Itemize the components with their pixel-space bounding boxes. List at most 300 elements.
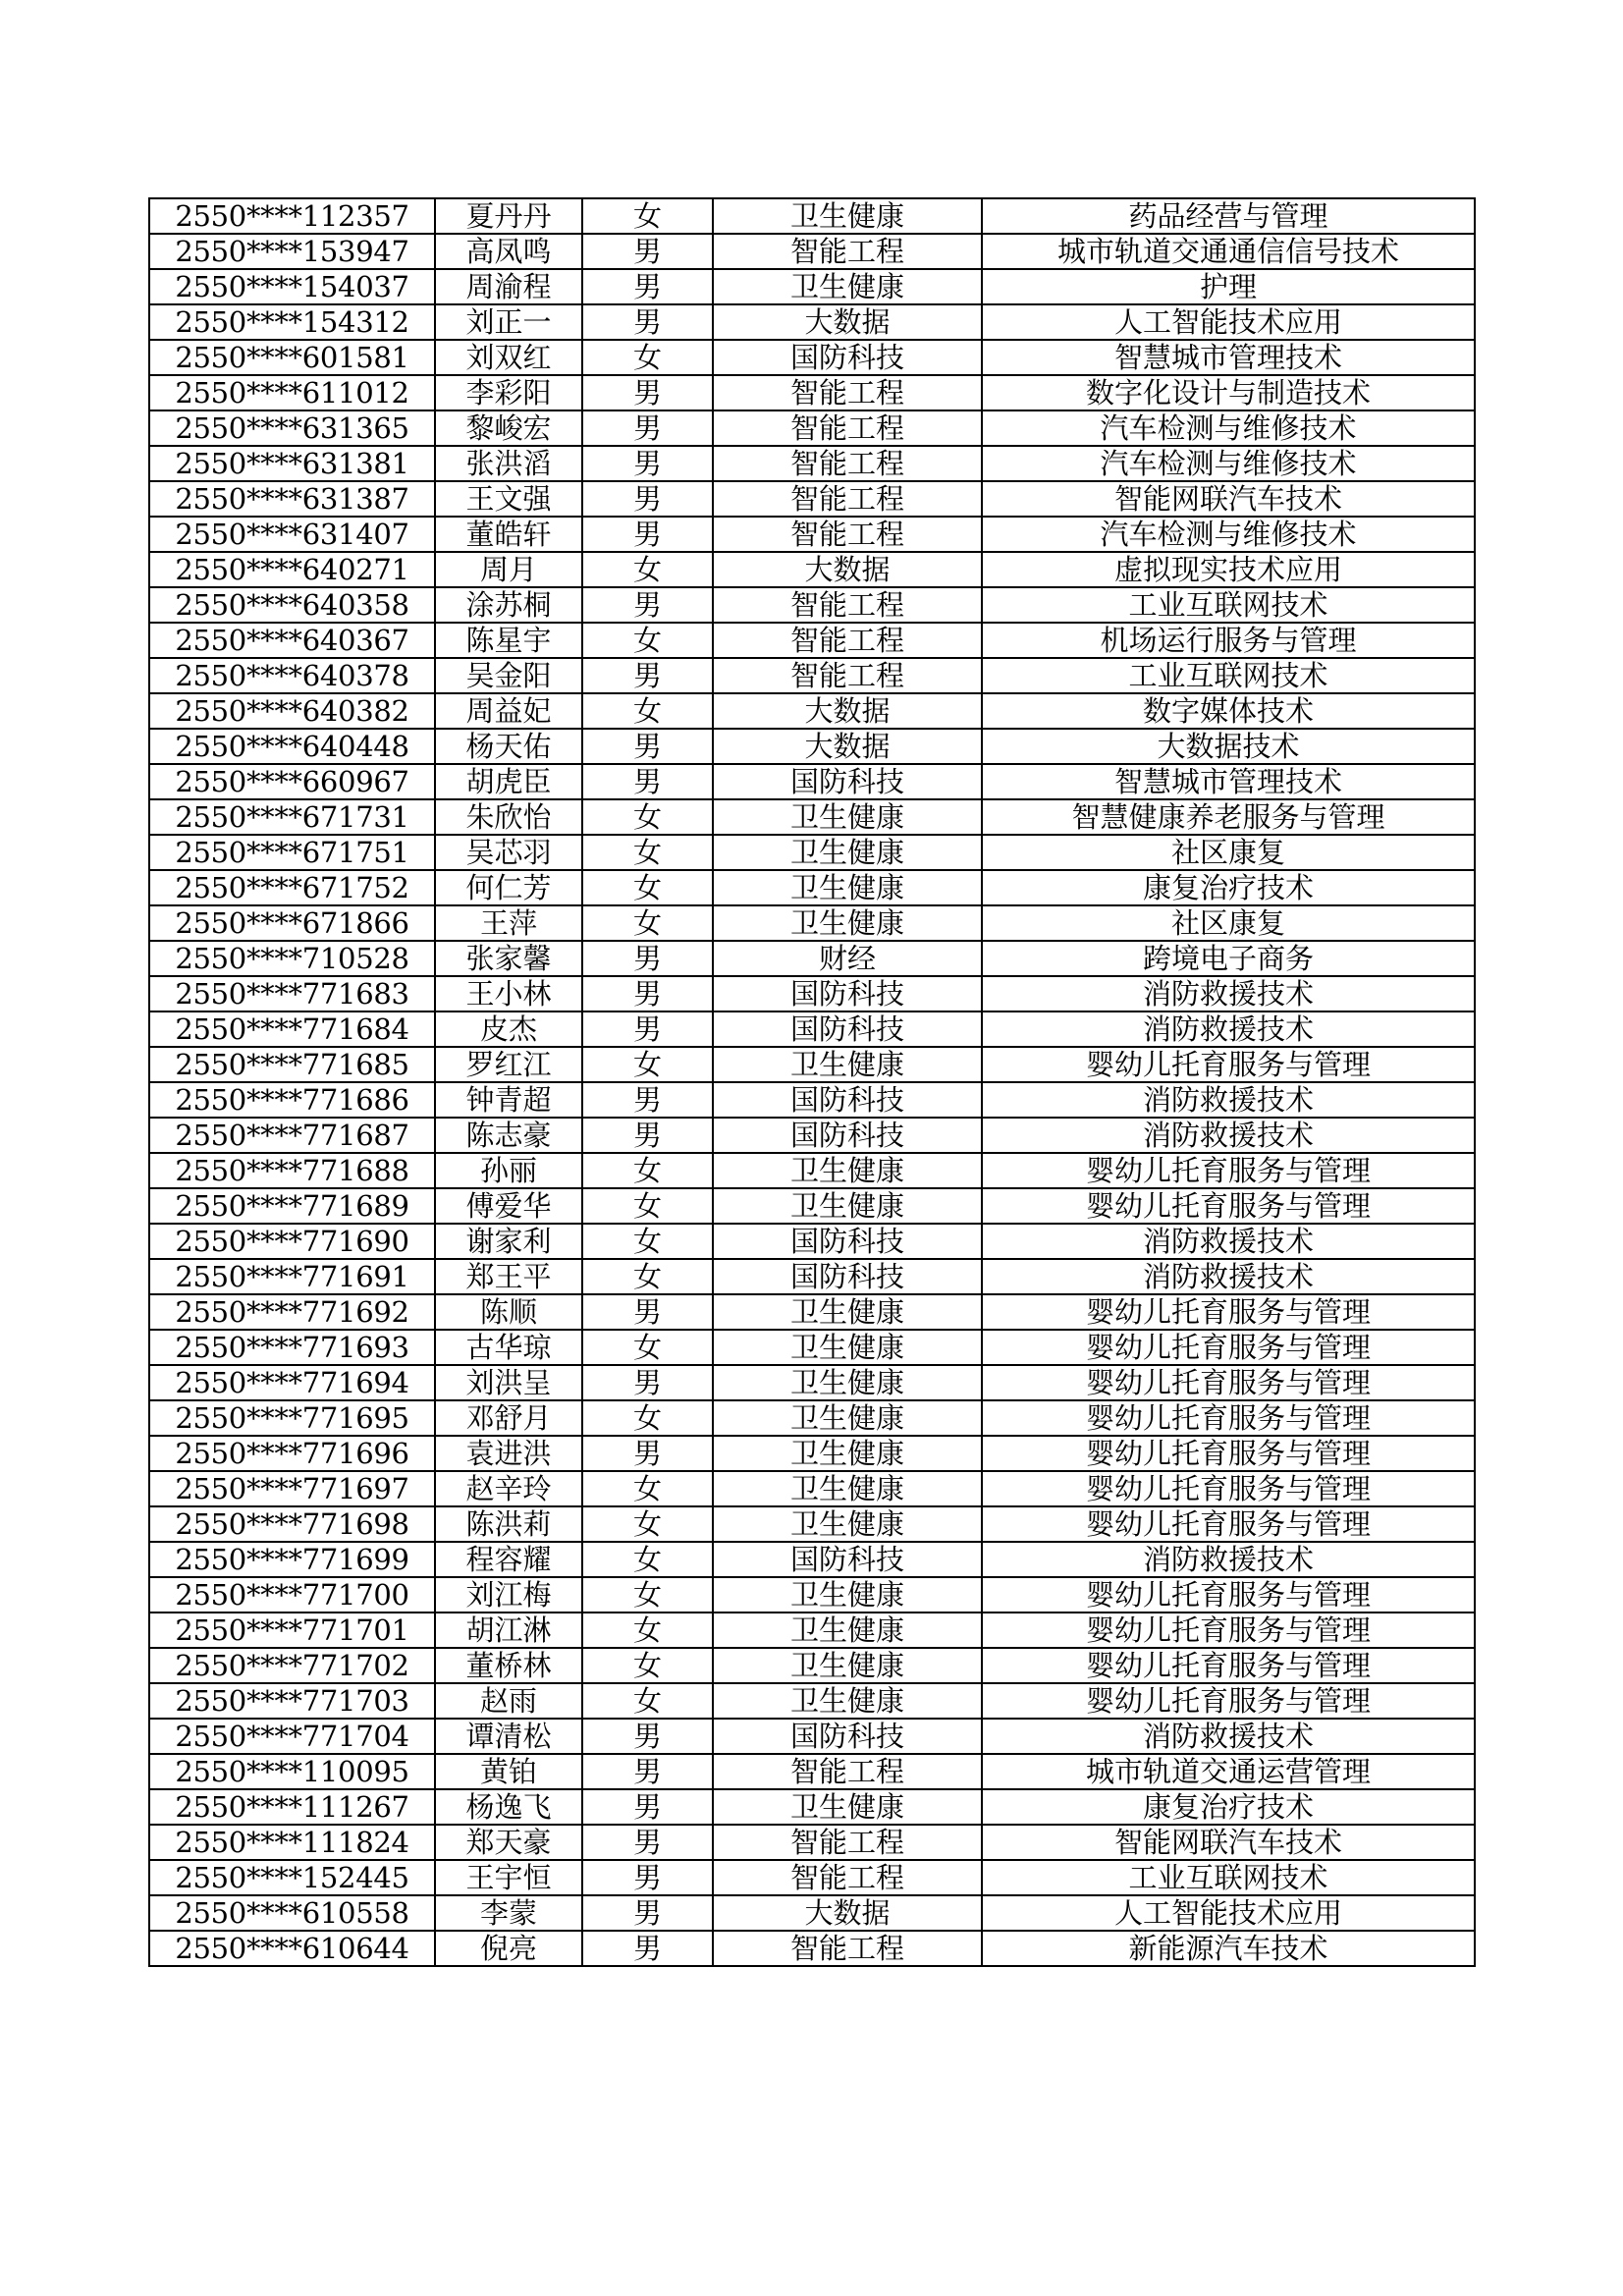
gender-cell: 男 [582, 410, 713, 446]
student-id-cell: 2550****671751 [149, 835, 435, 870]
table-row [149, 941, 1475, 976]
department-cell: 卫生健康 [713, 1330, 982, 1365]
table-row [149, 1188, 1475, 1224]
major-cell: 药品经营与管理 [982, 198, 1475, 234]
student-id-cell: 2550****771702 [149, 1648, 435, 1683]
table-row [149, 1931, 1475, 1966]
department-cell: 智能工程 [713, 481, 982, 517]
student-id-cell: 2550****771704 [149, 1719, 435, 1754]
student-id-cell: 2550****660967 [149, 764, 435, 799]
student-id-cell: 2550****771687 [149, 1118, 435, 1153]
student-name-cell: 邓舒月 [435, 1400, 582, 1436]
department-cell: 卫生健康 [713, 198, 982, 234]
table-row [149, 1153, 1475, 1188]
student-name-cell: 赵辛玲 [435, 1471, 582, 1506]
department-cell: 智能工程 [713, 1931, 982, 1966]
student-name-cell: 郑王平 [435, 1259, 582, 1294]
gender-cell: 女 [582, 1506, 713, 1542]
table-row [149, 1294, 1475, 1330]
gender-cell: 女 [582, 1224, 713, 1259]
table-row [149, 517, 1475, 552]
major-cell: 汽车检测与维修技术 [982, 410, 1475, 446]
gender-cell: 男 [582, 234, 713, 269]
gender-cell: 男 [582, 1118, 713, 1153]
department-cell: 卫生健康 [713, 1047, 982, 1082]
student-name-cell: 李彩阳 [435, 375, 582, 410]
student-roster-table [148, 197, 1476, 1967]
gender-cell: 男 [582, 446, 713, 481]
department-cell: 卫生健康 [713, 1436, 982, 1471]
student-id-cell: 2550****710528 [149, 941, 435, 976]
gender-cell: 女 [582, 552, 713, 587]
table-row [149, 1895, 1475, 1931]
student-name-cell: 刘洪呈 [435, 1365, 582, 1400]
major-cell: 婴幼儿托育服务与管理 [982, 1365, 1475, 1400]
student-id-cell: 2550****640378 [149, 658, 435, 693]
gender-cell: 男 [582, 481, 713, 517]
student-name-cell: 钟青超 [435, 1082, 582, 1118]
department-cell: 智能工程 [713, 623, 982, 658]
table-row [149, 446, 1475, 481]
student-name-cell: 刘正一 [435, 304, 582, 340]
gender-cell: 男 [582, 1895, 713, 1931]
table-row [149, 1613, 1475, 1648]
department-cell: 大数据 [713, 552, 982, 587]
gender-cell: 女 [582, 693, 713, 729]
gender-cell: 男 [582, 517, 713, 552]
student-id-cell: 2550****611012 [149, 375, 435, 410]
student-id-cell: 2550****610558 [149, 1895, 435, 1931]
student-name-cell: 谢家利 [435, 1224, 582, 1259]
table-row [149, 1365, 1475, 1400]
department-cell: 大数据 [713, 729, 982, 764]
student-id-cell: 2550****771692 [149, 1294, 435, 1330]
department-cell: 智能工程 [713, 446, 982, 481]
student-id-cell: 2550****771696 [149, 1436, 435, 1471]
major-cell: 康复治疗技术 [982, 870, 1475, 905]
major-cell: 婴幼儿托育服务与管理 [982, 1506, 1475, 1542]
major-cell: 虚拟现实技术应用 [982, 552, 1475, 587]
department-cell: 智能工程 [713, 1825, 982, 1860]
gender-cell: 男 [582, 658, 713, 693]
student-id-cell: 2550****771695 [149, 1400, 435, 1436]
student-id-cell: 2550****154037 [149, 269, 435, 304]
major-cell: 智慧城市管理技术 [982, 340, 1475, 375]
department-cell: 卫生健康 [713, 835, 982, 870]
gender-cell: 女 [582, 623, 713, 658]
gender-cell: 女 [582, 1330, 713, 1365]
gender-cell: 女 [582, 1259, 713, 1294]
table-row [149, 1471, 1475, 1506]
student-name-cell: 夏丹丹 [435, 198, 582, 234]
table-row [149, 234, 1475, 269]
major-cell: 康复治疗技术 [982, 1789, 1475, 1825]
department-cell: 卫生健康 [713, 905, 982, 941]
department-cell: 国防科技 [713, 1118, 982, 1153]
table-row [149, 1259, 1475, 1294]
gender-cell: 男 [582, 941, 713, 976]
department-cell: 卫生健康 [713, 1577, 982, 1613]
department-cell: 智能工程 [713, 375, 982, 410]
table-row [149, 1719, 1475, 1754]
department-cell: 卫生健康 [713, 1683, 982, 1719]
major-cell: 护理 [982, 269, 1475, 304]
table-row [149, 1860, 1475, 1895]
department-cell: 卫生健康 [713, 1400, 982, 1436]
student-name-cell: 高凤鸣 [435, 234, 582, 269]
gender-cell: 男 [582, 587, 713, 623]
major-cell: 人工智能技术应用 [982, 1895, 1475, 1931]
student-name-cell: 倪亮 [435, 1931, 582, 1966]
student-name-cell: 刘江梅 [435, 1577, 582, 1613]
department-cell: 卫生健康 [713, 1294, 982, 1330]
table-row [149, 340, 1475, 375]
department-cell: 卫生健康 [713, 1365, 982, 1400]
student-name-cell: 王萍 [435, 905, 582, 941]
major-cell: 消防救援技术 [982, 1542, 1475, 1577]
major-cell: 婴幼儿托育服务与管理 [982, 1294, 1475, 1330]
major-cell: 跨境电子商务 [982, 941, 1475, 976]
student-name-cell: 杨逸飞 [435, 1789, 582, 1825]
table-row [149, 587, 1475, 623]
gender-cell: 女 [582, 1683, 713, 1719]
department-cell: 国防科技 [713, 764, 982, 799]
student-name-cell: 黎峻宏 [435, 410, 582, 446]
student-name-cell: 周月 [435, 552, 582, 587]
table-row [149, 198, 1475, 234]
major-cell: 汽车检测与维修技术 [982, 517, 1475, 552]
student-id-cell: 2550****631387 [149, 481, 435, 517]
table-row [149, 658, 1475, 693]
department-cell: 大数据 [713, 693, 982, 729]
table-row [149, 1047, 1475, 1082]
student-name-cell: 李蒙 [435, 1895, 582, 1931]
gender-cell: 男 [582, 729, 713, 764]
major-cell: 婴幼儿托育服务与管理 [982, 1683, 1475, 1719]
student-name-cell: 吴金阳 [435, 658, 582, 693]
department-cell: 卫生健康 [713, 1188, 982, 1224]
major-cell: 社区康复 [982, 835, 1475, 870]
gender-cell: 男 [582, 304, 713, 340]
gender-cell: 女 [582, 799, 713, 835]
major-cell: 数字化设计与制造技术 [982, 375, 1475, 410]
gender-cell: 男 [582, 976, 713, 1011]
student-id-cell: 2550****111824 [149, 1825, 435, 1860]
table-row [149, 835, 1475, 870]
student-id-cell: 2550****640382 [149, 693, 435, 729]
department-cell: 卫生健康 [713, 1789, 982, 1825]
major-cell: 工业互联网技术 [982, 1860, 1475, 1895]
table-row [149, 481, 1475, 517]
gender-cell: 女 [582, 1153, 713, 1188]
department-cell: 国防科技 [713, 1719, 982, 1754]
student-id-cell: 2550****771690 [149, 1224, 435, 1259]
roster-body [149, 198, 1475, 1966]
major-cell: 消防救援技术 [982, 1082, 1475, 1118]
department-cell: 智能工程 [713, 1860, 982, 1895]
gender-cell: 女 [582, 1613, 713, 1648]
department-cell: 国防科技 [713, 1259, 982, 1294]
student-id-cell: 2550****771686 [149, 1082, 435, 1118]
gender-cell: 男 [582, 269, 713, 304]
gender-cell: 男 [582, 1011, 713, 1047]
student-name-cell: 陈星宇 [435, 623, 582, 658]
department-cell: 卫生健康 [713, 1471, 982, 1506]
student-name-cell: 陈志豪 [435, 1118, 582, 1153]
department-cell: 智能工程 [713, 1754, 982, 1789]
student-name-cell: 朱欣怡 [435, 799, 582, 835]
student-id-cell: 2550****111267 [149, 1789, 435, 1825]
table-row [149, 375, 1475, 410]
gender-cell: 女 [582, 1400, 713, 1436]
student-name-cell: 刘双红 [435, 340, 582, 375]
student-id-cell: 2550****771689 [149, 1188, 435, 1224]
student-name-cell: 袁进洪 [435, 1436, 582, 1471]
table-row [149, 1118, 1475, 1153]
gender-cell: 女 [582, 1471, 713, 1506]
gender-cell: 男 [582, 1365, 713, 1400]
department-cell: 国防科技 [713, 976, 982, 1011]
gender-cell: 男 [582, 1294, 713, 1330]
major-cell: 消防救援技术 [982, 1011, 1475, 1047]
major-cell: 新能源汽车技术 [982, 1931, 1475, 1966]
table-row [149, 870, 1475, 905]
student-id-cell: 2550****640448 [149, 729, 435, 764]
major-cell: 社区康复 [982, 905, 1475, 941]
major-cell: 消防救援技术 [982, 1118, 1475, 1153]
student-name-cell: 胡虎臣 [435, 764, 582, 799]
student-name-cell: 程容耀 [435, 1542, 582, 1577]
student-name-cell: 张家馨 [435, 941, 582, 976]
student-id-cell: 2550****771697 [149, 1471, 435, 1506]
department-cell: 国防科技 [713, 1011, 982, 1047]
table-row [149, 1683, 1475, 1719]
major-cell: 婴幼儿托育服务与管理 [982, 1153, 1475, 1188]
table-row [149, 410, 1475, 446]
gender-cell: 男 [582, 1754, 713, 1789]
student-id-cell: 2550****152445 [149, 1860, 435, 1895]
student-id-cell: 2550****771694 [149, 1365, 435, 1400]
student-name-cell: 张洪滔 [435, 446, 582, 481]
student-id-cell: 2550****771684 [149, 1011, 435, 1047]
gender-cell: 男 [582, 1436, 713, 1471]
table-row [149, 1825, 1475, 1860]
student-name-cell: 孙丽 [435, 1153, 582, 1188]
student-id-cell: 2550****671731 [149, 799, 435, 835]
student-name-cell: 谭清松 [435, 1719, 582, 1754]
department-cell: 智能工程 [713, 234, 982, 269]
student-name-cell: 陈洪莉 [435, 1506, 582, 1542]
gender-cell: 女 [582, 1188, 713, 1224]
gender-cell: 男 [582, 1825, 713, 1860]
major-cell: 消防救援技术 [982, 1259, 1475, 1294]
major-cell: 婴幼儿托育服务与管理 [982, 1330, 1475, 1365]
student-name-cell: 王宇恒 [435, 1860, 582, 1895]
major-cell: 婴幼儿托育服务与管理 [982, 1400, 1475, 1436]
major-cell: 工业互联网技术 [982, 587, 1475, 623]
table-row [149, 1506, 1475, 1542]
major-cell: 婴幼儿托育服务与管理 [982, 1648, 1475, 1683]
student-id-cell: 2550****110095 [149, 1754, 435, 1789]
table-row [149, 1789, 1475, 1825]
student-id-cell: 2550****771683 [149, 976, 435, 1011]
student-id-cell: 2550****771701 [149, 1613, 435, 1648]
major-cell: 婴幼儿托育服务与管理 [982, 1047, 1475, 1082]
gender-cell: 女 [582, 1542, 713, 1577]
table-row [149, 623, 1475, 658]
student-id-cell: 2550****640358 [149, 587, 435, 623]
department-cell: 大数据 [713, 304, 982, 340]
department-cell: 卫生健康 [713, 269, 982, 304]
major-cell: 消防救援技术 [982, 1224, 1475, 1259]
student-name-cell: 何仁芳 [435, 870, 582, 905]
table-row [149, 764, 1475, 799]
student-name-cell: 赵雨 [435, 1683, 582, 1719]
department-cell: 大数据 [713, 1895, 982, 1931]
table-row [149, 693, 1475, 729]
gender-cell: 男 [582, 375, 713, 410]
gender-cell: 男 [582, 1719, 713, 1754]
gender-cell: 女 [582, 1047, 713, 1082]
gender-cell: 女 [582, 905, 713, 941]
student-name-cell: 陈顺 [435, 1294, 582, 1330]
student-name-cell: 胡江淋 [435, 1613, 582, 1648]
department-cell: 卫生健康 [713, 1153, 982, 1188]
table-row [149, 1577, 1475, 1613]
student-name-cell: 董桥林 [435, 1648, 582, 1683]
table-row [149, 1011, 1475, 1047]
student-name-cell: 吴芯羽 [435, 835, 582, 870]
gender-cell: 男 [582, 764, 713, 799]
student-id-cell: 2550****771698 [149, 1506, 435, 1542]
student-name-cell: 郑天豪 [435, 1825, 582, 1860]
student-id-cell: 2550****771691 [149, 1259, 435, 1294]
major-cell: 城市轨道交通通信信号技术 [982, 234, 1475, 269]
student-id-cell: 2550****610644 [149, 1931, 435, 1966]
major-cell: 婴幼儿托育服务与管理 [982, 1577, 1475, 1613]
student-id-cell: 2550****671752 [149, 870, 435, 905]
department-cell: 国防科技 [713, 1224, 982, 1259]
student-name-cell: 皮杰 [435, 1011, 582, 1047]
gender-cell: 男 [582, 1931, 713, 1966]
table-row [149, 729, 1475, 764]
gender-cell: 女 [582, 1648, 713, 1683]
department-cell: 国防科技 [713, 1082, 982, 1118]
student-id-cell: 2550****631365 [149, 410, 435, 446]
table-row [149, 1400, 1475, 1436]
student-id-cell: 2550****771700 [149, 1577, 435, 1613]
student-name-cell: 傅爱华 [435, 1188, 582, 1224]
department-cell: 财经 [713, 941, 982, 976]
table-row [149, 1224, 1475, 1259]
major-cell: 婴幼儿托育服务与管理 [982, 1613, 1475, 1648]
student-id-cell: 2550****154312 [149, 304, 435, 340]
table-row [149, 269, 1475, 304]
table-row [149, 1648, 1475, 1683]
student-id-cell: 2550****640271 [149, 552, 435, 587]
gender-cell: 女 [582, 870, 713, 905]
table-row [149, 1436, 1475, 1471]
major-cell: 婴幼儿托育服务与管理 [982, 1436, 1475, 1471]
table-row [149, 304, 1475, 340]
student-id-cell: 2550****631381 [149, 446, 435, 481]
department-cell: 卫生健康 [713, 1613, 982, 1648]
student-id-cell: 2550****771703 [149, 1683, 435, 1719]
table-row [149, 799, 1475, 835]
department-cell: 智能工程 [713, 587, 982, 623]
gender-cell: 女 [582, 1577, 713, 1613]
student-name-cell: 董皓轩 [435, 517, 582, 552]
student-name-cell: 周渝程 [435, 269, 582, 304]
major-cell: 消防救援技术 [982, 1719, 1475, 1754]
student-id-cell: 2550****112357 [149, 198, 435, 234]
student-id-cell: 2550****771693 [149, 1330, 435, 1365]
major-cell: 大数据技术 [982, 729, 1475, 764]
table-row [149, 1754, 1475, 1789]
department-cell: 智能工程 [713, 517, 982, 552]
student-name-cell: 王小林 [435, 976, 582, 1011]
student-name-cell: 古华琼 [435, 1330, 582, 1365]
table-row [149, 552, 1475, 587]
gender-cell: 男 [582, 1789, 713, 1825]
student-name-cell: 杨天佑 [435, 729, 582, 764]
gender-cell: 男 [582, 1082, 713, 1118]
major-cell: 数字媒体技术 [982, 693, 1475, 729]
student-name-cell: 黄铂 [435, 1754, 582, 1789]
student-id-cell: 2550****631407 [149, 517, 435, 552]
major-cell: 婴幼儿托育服务与管理 [982, 1188, 1475, 1224]
department-cell: 国防科技 [713, 1542, 982, 1577]
gender-cell: 女 [582, 198, 713, 234]
table-row [149, 976, 1475, 1011]
major-cell: 城市轨道交通运营管理 [982, 1754, 1475, 1789]
major-cell: 人工智能技术应用 [982, 304, 1475, 340]
student-name-cell: 罗红江 [435, 1047, 582, 1082]
table-row [149, 1330, 1475, 1365]
department-cell: 智能工程 [713, 658, 982, 693]
table-row [149, 1542, 1475, 1577]
student-id-cell: 2550****771688 [149, 1153, 435, 1188]
gender-cell: 男 [582, 1860, 713, 1895]
student-id-cell: 2550****671866 [149, 905, 435, 941]
gender-cell: 女 [582, 340, 713, 375]
student-id-cell: 2550****771685 [149, 1047, 435, 1082]
major-cell: 机场运行服务与管理 [982, 623, 1475, 658]
table-row [149, 905, 1475, 941]
student-id-cell: 2550****640367 [149, 623, 435, 658]
student-name-cell: 王文强 [435, 481, 582, 517]
major-cell: 智能网联汽车技术 [982, 1825, 1475, 1860]
department-cell: 卫生健康 [713, 799, 982, 835]
department-cell: 国防科技 [713, 340, 982, 375]
student-id-cell: 2550****771699 [149, 1542, 435, 1577]
gender-cell: 女 [582, 835, 713, 870]
major-cell: 工业互联网技术 [982, 658, 1475, 693]
table-row [149, 1082, 1475, 1118]
department-cell: 卫生健康 [713, 1648, 982, 1683]
department-cell: 卫生健康 [713, 1506, 982, 1542]
department-cell: 智能工程 [713, 410, 982, 446]
student-id-cell: 2550****601581 [149, 340, 435, 375]
student-id-cell: 2550****153947 [149, 234, 435, 269]
major-cell: 消防救援技术 [982, 976, 1475, 1011]
student-name-cell: 周益妃 [435, 693, 582, 729]
major-cell: 汽车检测与维修技术 [982, 446, 1475, 481]
major-cell: 智能网联汽车技术 [982, 481, 1475, 517]
major-cell: 婴幼儿托育服务与管理 [982, 1471, 1475, 1506]
student-name-cell: 涂苏桐 [435, 587, 582, 623]
department-cell: 卫生健康 [713, 870, 982, 905]
